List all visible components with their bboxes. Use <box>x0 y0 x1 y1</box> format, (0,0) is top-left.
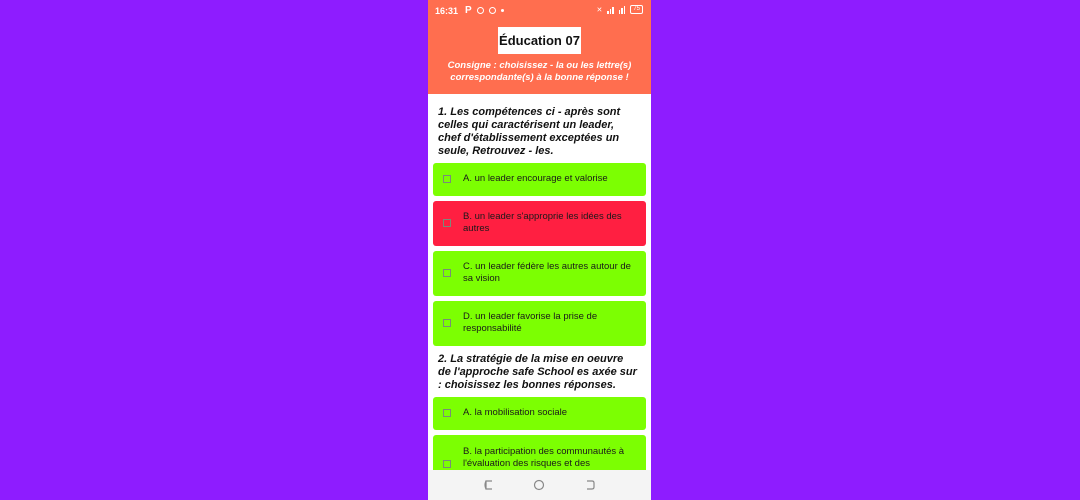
checkbox[interactable] <box>443 319 451 327</box>
page-title: Éducation 07 <box>498 27 581 54</box>
option-label: B. un leader s'approprie les idées des autres <box>463 211 622 234</box>
wifi-signal-icon <box>619 6 626 14</box>
option-2a[interactable] <box>433 397 646 430</box>
option-label: A. la mobilisation sociale <box>463 407 568 418</box>
quiz-content[interactable] <box>428 94 651 470</box>
checkbox[interactable] <box>443 460 451 468</box>
notification-circle-icon <box>477 7 484 14</box>
checkbox[interactable] <box>443 175 451 183</box>
home-icon[interactable] <box>532 478 546 492</box>
navigation-bar <box>428 470 651 500</box>
option-1a[interactable] <box>433 163 646 196</box>
option-label: A. un leader encourage et valorise <box>463 173 608 184</box>
option-2b[interactable] <box>433 435 646 470</box>
signal-icon <box>607 6 614 14</box>
header <box>428 0 651 94</box>
option-1c[interactable] <box>433 251 646 296</box>
option-label: D. un leader favorise la prise de responsabilité <box>463 311 598 334</box>
notification-dot-icon <box>501 9 504 12</box>
recent-apps-icon[interactable] <box>482 478 496 492</box>
instruction-text: Consigne : choisissez - la ou les lettre(s) correspondante(s) à la bonne réponse ! <box>447 60 632 83</box>
app-notification-icon: P <box>465 5 472 16</box>
option-label: C. un leader fédère les autres autour de sa vision <box>463 261 631 284</box>
battery-icon: 75 <box>630 5 643 14</box>
status-time: 16:31 <box>435 6 459 16</box>
option-1b[interactable] <box>433 201 646 246</box>
question-2: 2. La stratégie de la mise en oeuvre de l'approche safe School es axée sur : choisissez les bonnes réponses. <box>438 353 637 391</box>
option-label: B. la participation des communautés à l'évaluation des risques et des <box>463 446 625 469</box>
option-1d[interactable] <box>433 301 646 346</box>
checkbox[interactable] <box>443 269 451 277</box>
mute-icon: ✕ <box>596 6 603 14</box>
notification-circle-icon-2 <box>489 7 496 14</box>
status-bar <box>428 0 651 22</box>
checkbox[interactable] <box>443 219 451 227</box>
checkbox[interactable] <box>443 409 451 417</box>
back-icon[interactable] <box>583 478 597 492</box>
phone-screen <box>428 0 651 500</box>
question-1: 1. Les compétences ci - après sont celles qui caractérisent un leader, chef d'établissement exceptées un seule, Retrouvez - les. <box>438 106 621 157</box>
